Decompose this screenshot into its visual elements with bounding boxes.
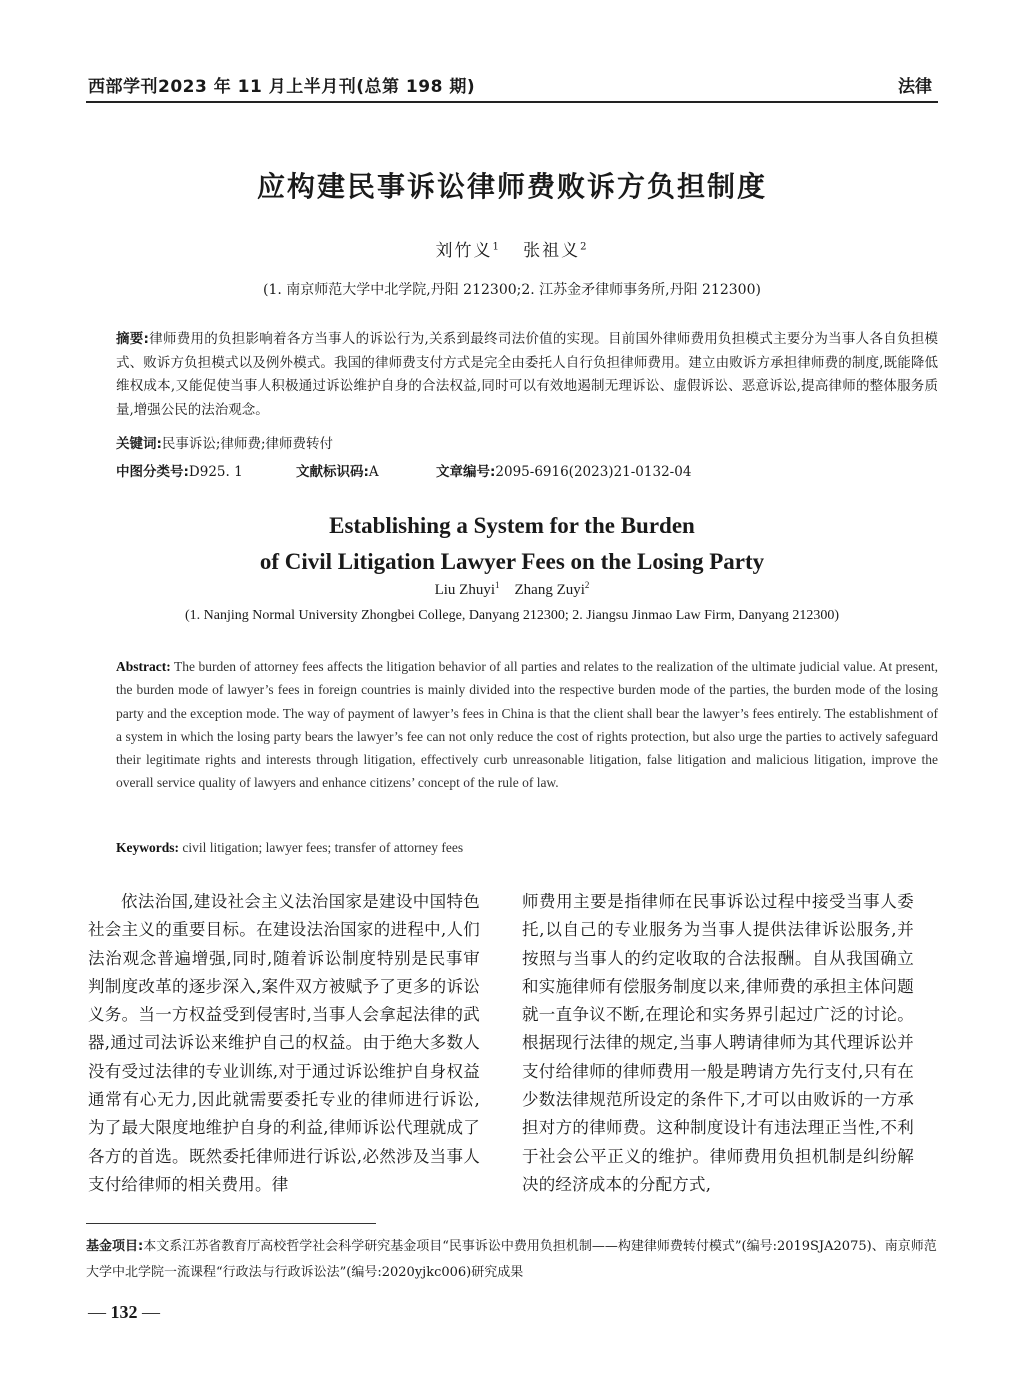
- section-label: 法律: [898, 77, 932, 97]
- footnote-text: 本文系江苏省教育厅高校哲学社会科学研究基金项目“民事诉讼中费用负担机制——构建律师费转付模式”(编号:2019SJA2075)、南京师范大学中北学院一流课程“行政法与行政诉讼法”(编号:2020yjkc006)研究成果: [86, 1239, 937, 1280]
- doc-code-label: 文献标识码:: [296, 464, 369, 480]
- footnote: [86, 1234, 938, 1286]
- doc-code-value: A: [368, 464, 379, 480]
- cn-author-2-sup: 2: [580, 241, 589, 253]
- clc-value: D925. 1: [188, 464, 243, 480]
- en-keywords-text: civil litigation; lawyer fees; transfer of attorney fees: [182, 840, 464, 855]
- en-affiliation: (1. Nanjing Normal University Zhongbei College, Danyang 212300; 2. Jiangsu Jinmao Law Firm, Danyang 212300): [184, 608, 839, 623]
- en-title: [0, 508, 1024, 580]
- page-number-value: 132: [110, 1302, 138, 1322]
- en-authors: [0, 580, 1024, 599]
- cn-abstract-text: 律师费用的负担影响着各方当事人的诉讼行为,关系到最终司法价值的实现。目前国外律师费用负担模式主要分为当事人各自负担模式、败诉方负担模式以及例外模式。我国的律师费支付方式是完全由委托人自行负担律师费用。建立由败诉方承担律师费的制度,既能降低维权成本,又能促使当事人积极通过诉讼维护自身的合法权益,同时可以有效地遏制无理诉讼、虚假诉讼、恶意诉讼,提高律师的整体服务质量,增强公民的法治观念。: [116, 331, 938, 418]
- cn-keywords-text: 民事诉讼;律师费;律师费转付: [161, 436, 334, 452]
- en-author-1-sup: 1: [495, 580, 500, 590]
- cn-title: 应构建民事诉讼律师费败诉方负担制度: [256, 170, 767, 203]
- en-author-1: Liu Zhuyi: [434, 582, 495, 598]
- en-abstract-label: Abstract:: [116, 659, 171, 674]
- en-keywords: [116, 840, 463, 856]
- cn-keywords: [116, 432, 333, 452]
- cn-classification: [116, 460, 938, 480]
- cn-keywords-label: 关键词:: [116, 436, 162, 452]
- header-rule: [86, 101, 938, 103]
- cn-affiliation: (1. 南京师范大学中北学院,丹阳 212300;2. 江苏金矛律师事务所,丹阳 212300): [263, 282, 761, 298]
- en-abstract: [116, 655, 938, 795]
- body-column-left: 依法治国,建设社会主义法治国家是建设中国特色社会主义的重要目标。在建设法治国家的进程中,人们法治观念普遍增强,同时,随着诉讼制度特别是民事审判制度改革的逐步深入,案件双方被赋予了更多的诉讼义务。当一方权益受到侵害时,当事人会拿起法律的武器,通过司法诉讼来维护自己的权益。由于绝大多数人没有受过法律的专业训练,对于通过诉讼维护自身权益通常有心无力,因此就需要委托专业的律师进行诉讼,为了最大限度地维护自身的利益,律师诉讼代理就成了各方的首选。既然委托律师进行诉讼,必然涉及当事人支付给律师的相关费用。律: [88, 892, 480, 1194]
- cn-author-1-sup: 1: [492, 241, 501, 253]
- cn-author-1: 刘竹义: [435, 241, 493, 261]
- en-abstract-text: The burden of attorney fees affects the litigation behavior of all parties and relates to the realization of the ultimate judicial value. At present, the burden mode of lawyer’s fees in foreign countries is mainly divided into the respective burden mode of the parties, the burden mode of the losing party and the exception mode. The way of payment of lawyer’s fees in China is that the client shall bear the lawyer’s fees entirely. The establishment of a system in which the losing party bears the lawyer’s fee can not only reduce the cost of rights protection, but also urge the parties to actively safeguard their legitimate rights and interests through litigation, effectively curb unreasonable litigation, false litigation and malicious litigation, improve the overall service quality of lawyers and enhance citizens’ concept of the rule of law.: [116, 659, 938, 791]
- article-no-value: 2095-6916(2023)21-0132-04: [495, 464, 692, 480]
- en-author-2-sup: 2: [584, 580, 590, 590]
- en-title-line-1: Establishing a System for the Burden: [329, 513, 695, 538]
- cn-author-2: 张祖义: [523, 241, 581, 261]
- cn-abstract: [116, 328, 938, 422]
- body-column-right: 师费用主要是指律师在民事诉讼过程中接受当事人委托,以自己的专业服务为当事人提供法律诉讼服务,并按照与当事人的约定收取的合法报酬。自从我国确立和实施律师有偿服务制度以来,律师费的承担主体问题就一直争议不断,在理论和实务界引起过广泛的讨论。根据现行法律的规定,当事人聘请律师为其代理诉讼并支付给律师的律师费用一般是聘请方先行支付,只有在少数法律规范所设定的条件下,才可以由败诉的一方承担对方的律师费。这种制度设计有违法理正当性,不利于社会公平正义的维护。律师费用负担机制是纠纷解决的经济成本的分配方式,: [522, 892, 914, 1194]
- page-number: — 132 —: [88, 1302, 160, 1322]
- article-no-label: 文章编号:: [436, 464, 496, 480]
- en-author-2: Zhang Zuyi: [514, 582, 585, 598]
- clc-label: 中图分类号:: [116, 464, 189, 480]
- cn-abstract-label: 摘要:: [116, 331, 149, 347]
- en-keywords-label: Keywords:: [116, 840, 179, 855]
- footnote-rule: [86, 1223, 376, 1224]
- footnote-label: 基金项目:: [86, 1239, 144, 1254]
- en-title-line-2: of Civil Litigation Lawyer Fees on the Losing Party: [259, 549, 765, 574]
- cn-authors: [0, 236, 1024, 261]
- journal-header: 西部学刊2023 年 11 月上半月刊(总第 198 期): [88, 77, 476, 97]
